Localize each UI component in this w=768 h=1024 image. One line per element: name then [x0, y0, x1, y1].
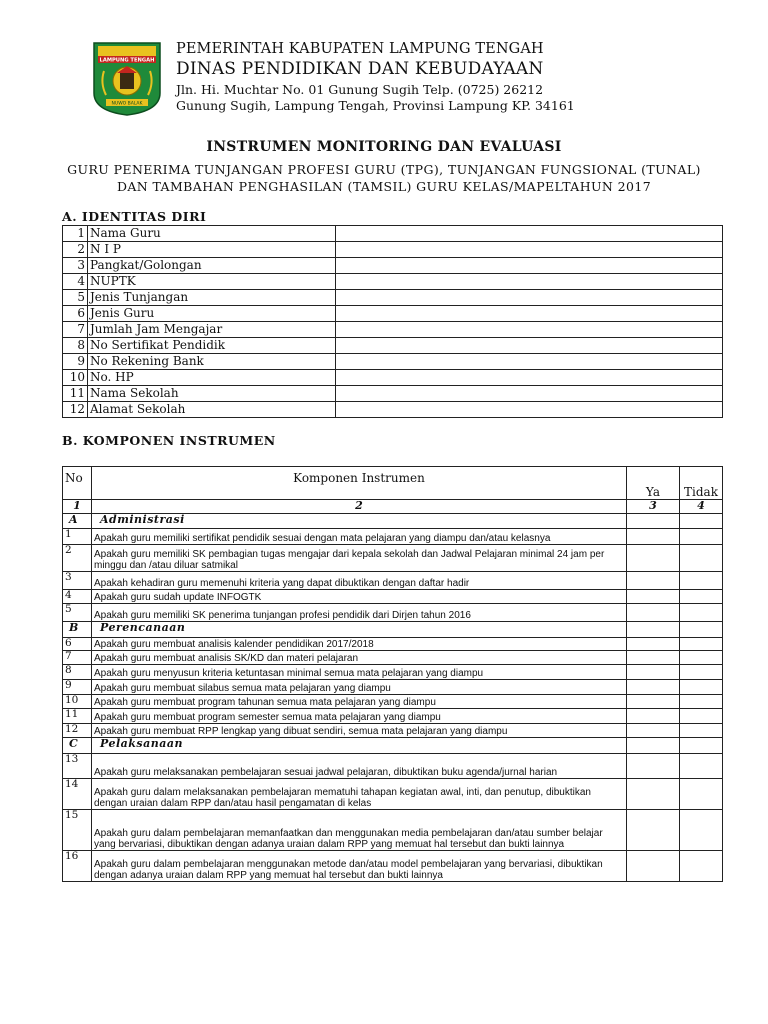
identity-row [63, 338, 723, 354]
identity-field-value[interactable] [336, 322, 723, 338]
identity-row-number: 6 [63, 306, 88, 322]
group-name: Perencanaan [92, 622, 627, 638]
identity-row-number: 7 [63, 322, 88, 338]
colnum-komponen: 2 [92, 500, 627, 514]
svg-text:LAMPUNG TENGAH: LAMPUNG TENGAH [99, 57, 155, 64]
item-question: Apakah guru dalam melaksanakan pembelajaran mematuhi tahapan kegiatan awal, inti, dan penutup, dibuktikan dengan uraian dalam RPP dan/atau hasil pengamatan di kelas [92, 779, 627, 810]
colnum-tidak: 4 [680, 500, 723, 514]
identity-field-label: Nama Guru [88, 226, 336, 242]
identity-row [63, 354, 723, 370]
identity-row-number: 9 [63, 354, 88, 370]
header-government: PEMERINTAH KABUPATEN LAMPUNG TENGAH [176, 41, 544, 57]
identity-field-label: Pangkat/Golongan [88, 258, 336, 274]
answer-tidak-cell[interactable] [680, 680, 723, 695]
item-question: Apakah guru dalam pembelajaran memanfaatkan dan menggunakan media pembelajaran dan/atau sumber belajar yang bervariasi, dibuktikan dengan adanya uraian dalam RPP yang memuat hal tersebut dan bukti lainnya [92, 810, 627, 851]
component-item-row [63, 680, 723, 695]
item-number: 3 [63, 572, 92, 590]
identity-field-value[interactable] [336, 258, 723, 274]
item-question: Apakah guru membuat analisis kalender pendidikan 2017/2018 [92, 638, 627, 651]
answer-ya-cell[interactable] [627, 851, 680, 882]
identity-row-number: 10 [63, 370, 88, 386]
identity-row [63, 306, 723, 322]
item-question: Apakah guru membuat silabus semua mata pelajaran yang diampu [92, 680, 627, 695]
header-ya: Ya [627, 467, 680, 500]
component-item-row [63, 545, 723, 572]
component-group-row [63, 622, 723, 638]
item-question: Apakah guru sudah update INFOGTK [92, 590, 627, 604]
answer-ya-cell[interactable] [627, 695, 680, 709]
header-city: Gunung Sugih, Lampung Tengah, Provinsi Lampung KP. 34161 [176, 98, 575, 113]
item-question: Apakah guru membuat RPP lengkap yang dibuat sendiri, semua mata pelajaran yang diampu [92, 724, 627, 738]
component-table [62, 466, 723, 882]
identity-field-value[interactable] [336, 290, 723, 306]
item-question: Apakah guru membuat analisis SK/KD dan materi pelajaran [92, 651, 627, 665]
identity-field-value[interactable] [336, 226, 723, 242]
item-question: Apakah guru dalam pembelajaran menggunakan metode dan/atau model pembelajaran yang bervariasi, dibuktikan dengan adanya uraian dalam RPP yang memuat hal tersebut dan bukti lainnya [92, 851, 627, 882]
item-question: Apakah guru membuat program semester semua mata pelajaran yang diampu [92, 709, 627, 724]
header-komponen: Komponen Instrumen [92, 467, 627, 500]
answer-tidak-cell[interactable] [680, 638, 723, 651]
answer-ya-cell[interactable] [627, 779, 680, 810]
header-no: No [63, 467, 92, 500]
answer-tidak-cell[interactable] [680, 851, 723, 882]
component-group-row [63, 738, 723, 754]
component-item-row [63, 590, 723, 604]
identity-field-value[interactable] [336, 338, 723, 354]
identity-table [62, 225, 723, 418]
colnum-ya: 3 [627, 500, 680, 514]
item-number: 13 [63, 754, 92, 779]
identity-row-number: 5 [63, 290, 88, 306]
item-question: Apakah guru menyusun kriteria ketuntasan minimal semua mata pelajaran yang diampu [92, 665, 627, 680]
item-number: 14 [63, 779, 92, 810]
group-letter: C [63, 738, 92, 754]
identity-row [63, 290, 723, 306]
section-a-heading: A. IDENTITAS DIRI [62, 209, 207, 224]
identity-row-number: 1 [63, 226, 88, 242]
answer-ya-cell[interactable] [627, 529, 680, 545]
answer-ya-cell[interactable] [627, 724, 680, 738]
section-b-heading: B. KOMPONEN INSTRUMEN [62, 433, 276, 448]
group-ya-cell [627, 622, 680, 638]
item-number: 11 [63, 709, 92, 724]
component-item-row [63, 572, 723, 590]
identity-field-value[interactable] [336, 370, 723, 386]
identity-field-label: NUPTK [88, 274, 336, 290]
identity-field-label: No. HP [88, 370, 336, 386]
answer-tidak-cell[interactable] [680, 724, 723, 738]
answer-tidak-cell[interactable] [680, 754, 723, 779]
header-agency: DINAS PENDIDIKAN DAN KEBUDAYAAN [176, 59, 544, 79]
answer-ya-cell[interactable] [627, 754, 680, 779]
answer-ya-cell[interactable] [627, 665, 680, 680]
identity-field-label: Jenis Tunjangan [88, 290, 336, 306]
answer-ya-cell[interactable] [627, 545, 680, 572]
component-item-row [63, 779, 723, 810]
group-name: Pelaksanaan [92, 738, 627, 754]
answer-ya-cell[interactable] [627, 680, 680, 695]
item-number: 8 [63, 665, 92, 680]
answer-ya-cell[interactable] [627, 572, 680, 590]
identity-row-number: 2 [63, 242, 88, 258]
colnum-no: 1 [63, 500, 92, 514]
identity-field-value[interactable] [336, 242, 723, 258]
group-ya-cell [627, 514, 680, 529]
identity-field-label: Jumlah Jam Mengajar [88, 322, 336, 338]
identity-row [63, 258, 723, 274]
answer-tidak-cell[interactable] [680, 545, 723, 572]
item-number: 10 [63, 695, 92, 709]
component-item-row [63, 665, 723, 680]
item-number: 9 [63, 680, 92, 695]
identity-row-number: 8 [63, 338, 88, 354]
component-item-row [63, 638, 723, 651]
item-question: Apakah guru melaksanakan pembelajaran sesuai jadwal pelajaran, dibuktikan buku agenda/jurnal harian [92, 754, 627, 779]
answer-tidak-cell[interactable] [680, 529, 723, 545]
document-subtitle-2: DAN TAMBAHAN PENGHASILAN (TAMSIL) GURU KELAS/MAPELTAHUN 2017 [116, 179, 652, 194]
item-number: 2 [63, 545, 92, 572]
identity-row [63, 322, 723, 338]
answer-ya-cell[interactable] [627, 638, 680, 651]
component-item-row [63, 851, 723, 882]
identity-field-value[interactable] [336, 354, 723, 370]
answer-tidak-cell[interactable] [680, 590, 723, 604]
identity-row [63, 370, 723, 386]
group-tidak-cell [680, 622, 723, 638]
identity-row [63, 402, 723, 418]
group-letter: A [63, 514, 92, 529]
component-item-row [63, 724, 723, 738]
group-name: Administrasi [92, 514, 627, 529]
identity-row [63, 274, 723, 290]
item-question: Apakah kehadiran guru memenuhi kriteria yang dapat dibuktikan dengan daftar hadir [92, 572, 627, 590]
identity-row [63, 386, 723, 402]
identity-field-label: No Sertifikat Pendidik [88, 338, 336, 354]
answer-tidak-cell[interactable] [680, 695, 723, 709]
item-number: 16 [63, 851, 92, 882]
identity-row-number: 12 [63, 402, 88, 418]
identity-field-value[interactable] [336, 274, 723, 290]
identity-row [63, 226, 723, 242]
component-item-row [63, 709, 723, 724]
group-letter: B [63, 622, 92, 638]
header-address: Jln. Hi. Muchtar No. 01 Gunung Sugih Telp. (0725) 26212 [176, 82, 544, 97]
item-number: 7 [63, 651, 92, 665]
answer-tidak-cell[interactable] [680, 604, 723, 622]
identity-field-label: N I P [88, 242, 336, 258]
answer-tidak-cell[interactable] [680, 709, 723, 724]
component-item-row [63, 651, 723, 665]
component-group-row [63, 514, 723, 529]
component-item-row [63, 604, 723, 622]
item-question: Apakah guru membuat program tahunan semua mata pelajaran yang diampu [92, 695, 627, 709]
item-number: 4 [63, 590, 92, 604]
item-number: 5 [63, 604, 92, 622]
identity-row-number: 11 [63, 386, 88, 402]
identity-field-label: Alamat Sekolah [88, 402, 336, 418]
item-question: Apakah guru memiliki SK pembagian tugas mengajar dari kepala sekolah dan Jadwal Pelajaran minimal 24 jam per minggu dan /atau diluar satmikal [92, 545, 627, 572]
group-ya-cell [627, 738, 680, 754]
regency-logo [92, 41, 162, 117]
answer-ya-cell[interactable] [627, 651, 680, 665]
answer-ya-cell[interactable] [627, 709, 680, 724]
identity-field-label: No Rekening Bank [88, 354, 336, 370]
answer-ya-cell[interactable] [627, 604, 680, 622]
answer-tidak-cell[interactable] [680, 810, 723, 851]
item-number: 6 [63, 638, 92, 651]
answer-ya-cell[interactable] [627, 810, 680, 851]
answer-tidak-cell[interactable] [680, 651, 723, 665]
item-number: 1 [63, 529, 92, 545]
column-number-row [63, 500, 723, 514]
answer-tidak-cell[interactable] [680, 572, 723, 590]
svg-text:NUWO BALAK: NUWO BALAK [111, 101, 143, 107]
component-item-row [63, 695, 723, 709]
item-number: 15 [63, 810, 92, 851]
answer-tidak-cell[interactable] [680, 779, 723, 810]
answer-tidak-cell[interactable] [680, 665, 723, 680]
identity-field-value[interactable] [336, 402, 723, 418]
component-item-row [63, 754, 723, 779]
component-header-row [63, 467, 723, 500]
identity-field-label: Jenis Guru [88, 306, 336, 322]
component-item-row [63, 529, 723, 545]
document-title: INSTRUMEN MONITORING DAN EVALUASI [206, 139, 562, 155]
identity-row-number: 4 [63, 274, 88, 290]
header-tidak: Tidak [680, 467, 723, 500]
identity-field-label: Nama Sekolah [88, 386, 336, 402]
document-subtitle-1: GURU PENERIMA TUNJANGAN PROFESI GURU (TPG), TUNJANGAN FUNGSIONAL (TUNAL) [67, 162, 701, 177]
component-item-row [63, 810, 723, 851]
item-question: Apakah guru memiliki sertifikat pendidik sesuai dengan mata pelajaran yang diampu dan/atau kelasnya [92, 529, 627, 545]
item-number: 12 [63, 724, 92, 738]
identity-row [63, 242, 723, 258]
identity-field-value[interactable] [336, 386, 723, 402]
group-tidak-cell [680, 514, 723, 529]
answer-ya-cell[interactable] [627, 590, 680, 604]
identity-row-number: 3 [63, 258, 88, 274]
group-tidak-cell [680, 738, 723, 754]
item-question: Apakah guru memiliki SK penerima tunjangan profesi pendidik dari Dirjen tahun 2016 [92, 604, 627, 622]
identity-field-value[interactable] [336, 306, 723, 322]
